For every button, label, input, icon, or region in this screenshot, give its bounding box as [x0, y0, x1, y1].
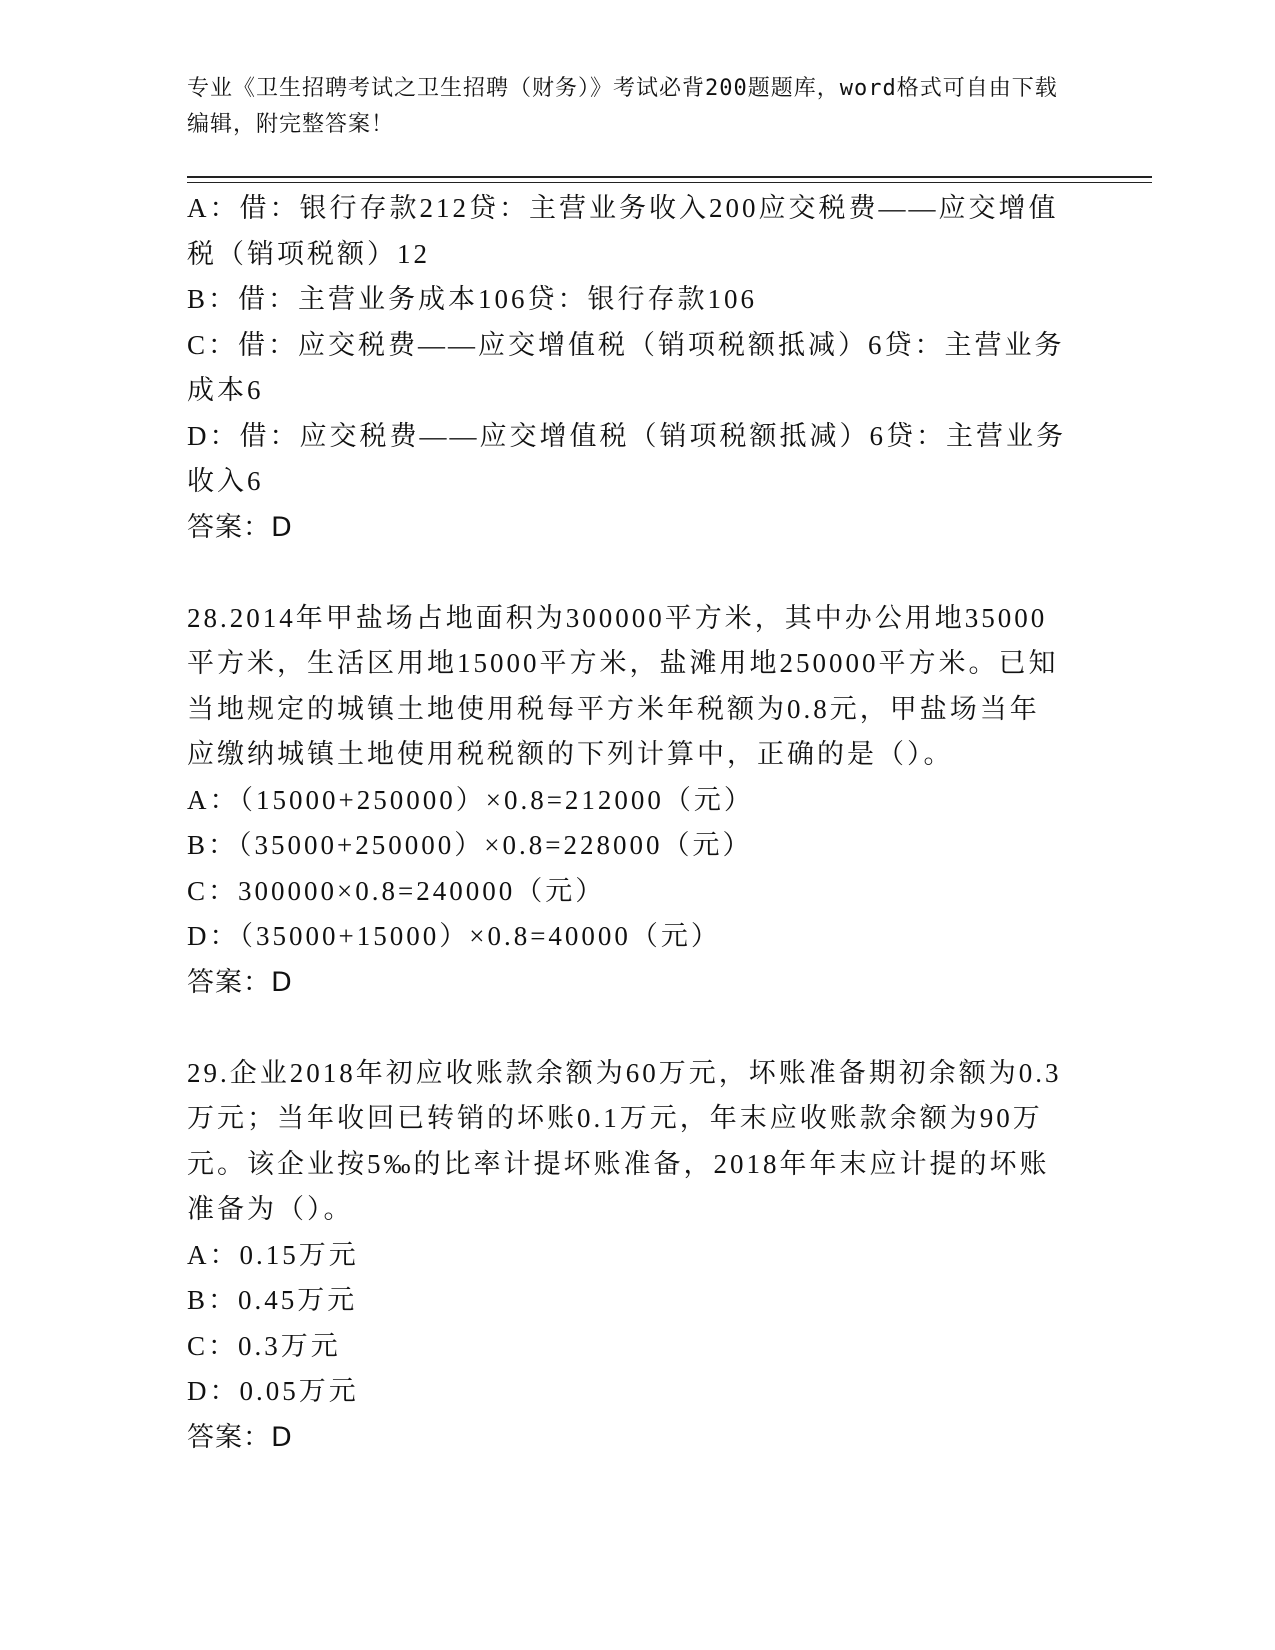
spacer [187, 1005, 1067, 1051]
option-c: C：300000×0.8=240000（元） [187, 875, 606, 906]
header-divider-bottom [187, 182, 1152, 183]
answer-line: 答案：D [187, 511, 293, 543]
question-stem: 29.企业2018年初应收账款余额为60万元，坏账准备期初余额为0.3万元；当年收回已转销的坏账0.1万元，年末应收账款余额为90万元。该企业按5‰的比率计提坏账准备，2018年年末应计提的坏账准备为（）。 [187, 1057, 1062, 1224]
option-a: A：（15000+250000）×0.8=212000（元） [187, 784, 754, 815]
option-b: B：借：主营业务成本106贷：银行存款106 [187, 284, 758, 314]
option-b: B：0.45万元 [187, 1285, 358, 1315]
option-a: A：0.15万元 [187, 1239, 359, 1270]
option-c: C：0.3万元 [187, 1330, 341, 1361]
option-c: C：借：应交税费——应交增值税（销项税额抵减）6贷：主营业务成本6 [187, 329, 1065, 405]
header-divider-top [187, 176, 1152, 178]
header-text: 专业《卫生招聘考试之卫生招聘（财务）》考试必背200题题库，word格式可自由下载编辑，附完整答案！ [187, 76, 1058, 137]
question-stem: 28.2014年甲盐场占地面积为300000平方米，其中办公用地35000平方米，生活区用地15000平方米，盐滩用地250000平方米。已知当地规定的城镇土地使用税每平方米年税额为0.8元，甲盐场当年应缴纳城镇土地使用税税额的下列计算中，正确的是（）。 [187, 602, 1059, 769]
option-d: D：（35000+15000）×0.8=40000（元） [187, 921, 721, 951]
answer-line: 答案：D [187, 966, 293, 998]
document-body [187, 186, 1067, 1460]
answer-line: 答案：D [187, 1421, 293, 1453]
question-28 [187, 596, 1067, 1006]
question-29 [187, 1051, 1067, 1461]
option-a: A：借：银行存款212贷：主营业务收入200应交税费——应交增值税（销项税额）12 [187, 193, 1059, 269]
question-27 [187, 186, 1067, 550]
document-header [187, 71, 1067, 143]
option-d: D：借：应交税费——应交增值税（销项税额抵减）6贷：主营业务收入6 [187, 420, 1066, 496]
spacer [187, 550, 1067, 596]
option-d: D：0.05万元 [187, 1376, 359, 1406]
option-b: B：（35000+250000）×0.8=228000（元） [187, 830, 753, 860]
